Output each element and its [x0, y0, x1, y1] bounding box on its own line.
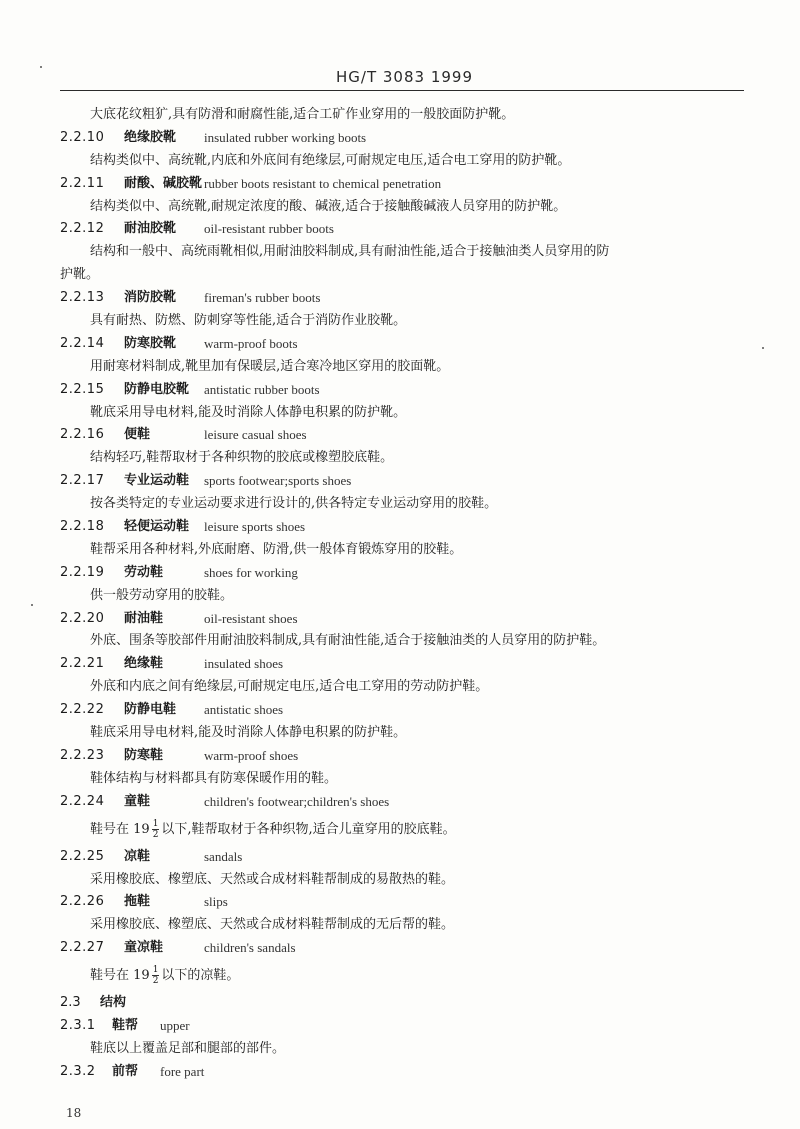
term-number: 2.2.18 — [60, 519, 105, 535]
term-number: 2.2.24 — [60, 793, 105, 809]
term-number: 2.2.13 — [60, 290, 105, 306]
term-chinese: 防寒胶靴 — [124, 335, 177, 351]
term-number: 2.2.21 — [60, 656, 105, 672]
term-heading — [0, 1015, 800, 1038]
term-description: 结构类似中、高统靴,内底和外底间有绝缘层,可耐规定电压,适合电工穿用的防护靴。 — [90, 152, 571, 168]
term-number: 2.2.23 — [60, 747, 105, 763]
section-heading — [0, 992, 800, 1015]
fraction — [152, 819, 160, 840]
term-heading — [0, 424, 800, 447]
term-heading — [0, 653, 800, 676]
term-heading — [0, 937, 800, 960]
header-rule — [60, 90, 744, 91]
term-english: leisure sports shoes — [204, 519, 306, 535]
term-heading — [0, 287, 800, 310]
term-chinese: 前帮 — [112, 1063, 139, 1079]
term-english: slips — [204, 894, 228, 910]
term-heading — [0, 1061, 800, 1084]
term-description: 按各类特定的专业运动要求进行设计的,供各特定专业运动穿用的胶鞋。 — [90, 496, 498, 512]
term-heading — [0, 333, 800, 356]
term-number: 2.3.1 — [60, 1017, 96, 1033]
term-description: 外底、围条等胶部件用耐油胶料制成,具有耐油性能,适合于接触油类的人员穿用的防护鞋。 — [90, 633, 606, 649]
term-english: children's footwear;children's shoes — [204, 793, 390, 809]
term-chinese: 消防胶靴 — [124, 290, 177, 306]
term-description — [0, 960, 800, 992]
term-chinese: 拖鞋 — [124, 894, 151, 910]
term-number: 2.2.17 — [60, 473, 105, 489]
term-english: shoes for working — [204, 564, 298, 580]
term-english: warm-proof shoes — [204, 747, 299, 763]
term-chinese: 专业运动鞋 — [124, 473, 190, 489]
term-number: 2.2.11 — [60, 175, 105, 191]
section-number: 2.3 — [60, 995, 81, 1011]
term-english: sports footwear;sports shoes — [204, 473, 352, 489]
term-number: 2.2.20 — [60, 610, 105, 626]
fraction-numerator: 1 — [152, 818, 159, 829]
term-chinese: 绝缘鞋 — [124, 656, 164, 672]
term-chinese: 轻便运动鞋 — [124, 519, 190, 535]
term-heading — [0, 846, 800, 869]
term-english: leisure casual shoes — [204, 427, 307, 443]
term-number: 2.2.25 — [60, 848, 105, 864]
term-chinese: 防静电鞋 — [124, 702, 177, 718]
term-description: 鞋帮采用各种材料,外底耐磨、防滑,供一般体育锻炼穿用的胶鞋。 — [90, 541, 463, 557]
term-english: fireman's rubber boots — [204, 290, 321, 306]
term-english: children's sandals — [204, 940, 296, 956]
term-description: 鞋底采用导电材料,能及时消除人体静电积累的防护鞋。 — [90, 725, 407, 741]
term-number: 2.2.12 — [60, 221, 105, 237]
term-chinese: 绝缘胶靴 — [124, 129, 177, 145]
term-number: 2.2.15 — [60, 381, 105, 397]
term-heading — [0, 218, 800, 241]
term-number: 2.3.2 — [60, 1063, 96, 1079]
fraction — [152, 965, 160, 986]
standard-code: HG/T 3083 1999 — [336, 68, 474, 86]
term-chinese: 劳动鞋 — [124, 564, 164, 580]
term-heading — [0, 470, 800, 493]
term-description: 结构类似中、高统靴,耐规定浓度的酸、碱液,适合于接触酸碱液人员穿用的防护靴。 — [90, 198, 567, 214]
term-english: antistatic shoes — [204, 702, 284, 718]
term-heading — [0, 745, 800, 768]
term-english: insulated shoes — [204, 656, 284, 672]
term-number: 2.2.19 — [60, 564, 105, 580]
term-chinese: 童鞋 — [124, 793, 151, 809]
term-heading — [0, 699, 800, 722]
term-number: 2.2.14 — [60, 335, 105, 351]
term-chinese: 耐酸、碱胶靴 — [124, 175, 203, 191]
term-description: 鞋底以上覆盖足部和腿部的部件。 — [90, 1040, 286, 1056]
term-heading — [0, 562, 800, 585]
fraction-numerator: 1 — [152, 965, 159, 976]
term-heading — [0, 608, 800, 631]
page-number: 18 — [66, 1106, 82, 1120]
term-heading — [0, 379, 800, 402]
fraction-denominator: 2 — [152, 829, 159, 840]
description-suffix: 以下,鞋帮取材于各种织物,适合儿童穿用的胶底鞋。 — [161, 821, 456, 837]
term-english: sandals — [204, 848, 243, 864]
term-heading — [0, 127, 800, 150]
term-chinese: 耐油鞋 — [124, 610, 164, 626]
term-heading — [0, 516, 800, 539]
term-english: warm-proof boots — [204, 335, 298, 351]
term-description: 采用橡胶底、橡塑底、天然或合成材料鞋帮制成的易散热的鞋。 — [90, 871, 455, 887]
term-chinese: 耐油胶靴 — [124, 221, 177, 237]
term-english: rubber boots resistant to chemical penetration — [204, 175, 442, 191]
term-english: oil-resistant rubber boots — [204, 221, 334, 237]
term-number: 2.2.26 — [60, 894, 105, 910]
term-chinese: 鞋帮 — [112, 1017, 139, 1033]
term-chinese: 便鞋 — [124, 427, 151, 443]
term-description: 鞋体结构与材料都具有防寒保暖作用的鞋。 — [90, 770, 338, 786]
term-number: 2.2.16 — [60, 427, 105, 443]
term-english: insulated rubber working boots — [204, 129, 367, 145]
term-description: 结构轻巧,鞋帮取材于各种织物的胶底或橡塑胶底鞋。 — [90, 450, 394, 466]
term-chinese: 防静电胶靴 — [124, 381, 190, 397]
term-description: 用耐寒材料制成,靴里加有保暖层,适合寒冷地区穿用的胶面靴。 — [90, 358, 450, 374]
description-prefix: 鞋号在 19 — [90, 821, 150, 837]
term-heading — [0, 891, 800, 914]
term-number: 2.2.22 — [60, 702, 105, 718]
term-description: 靴底采用导电材料,能及时消除人体静电积累的防护靴。 — [90, 404, 407, 420]
description-suffix: 以下的凉鞋。 — [161, 968, 240, 984]
term-english: upper — [160, 1017, 190, 1033]
term-description: 结构和一般中、高统雨靴相似,用耐油胶料制成,具有耐油性能,适合于接触油类人员穿用的防 — [90, 244, 610, 260]
term-description: 采用橡胶底、橡塑底、天然或合成材料鞋帮制成的无后帮的鞋。 — [90, 917, 455, 933]
term-chinese: 凉鞋 — [124, 848, 151, 864]
term-chinese: 防寒鞋 — [124, 747, 164, 763]
term-heading — [0, 173, 800, 196]
page-header — [0, 66, 800, 100]
term-english: oil-resistant shoes — [204, 610, 298, 626]
term-description: 供一般劳动穿用的胶鞋。 — [90, 587, 234, 603]
document-body — [0, 104, 800, 1084]
term-chinese: 童凉鞋 — [124, 940, 164, 956]
term-description: 外底和内底之间有绝缘层,可耐规定电压,适合电工穿用的劳动防护鞋。 — [90, 679, 489, 695]
term-english: fore part — [160, 1063, 205, 1079]
term-description-wrap: 护靴。 — [60, 267, 100, 283]
term-heading — [0, 791, 800, 814]
term-number: 2.2.10 — [60, 129, 105, 145]
term-english: antistatic rubber boots — [204, 381, 320, 397]
term-description — [0, 814, 800, 846]
section-title: 结构 — [100, 995, 127, 1011]
term-description: 具有耐热、防燃、防刺穿等性能,适合于消防作业胶靴。 — [90, 313, 407, 329]
term-number: 2.2.27 — [60, 940, 105, 956]
description-line: 大底花纹粗犷,具有防滑和耐腐性能,适合工矿作业穿用的一般胶面防护靴。 — [90, 107, 515, 122]
description-prefix: 鞋号在 19 — [90, 968, 150, 984]
fraction-denominator: 2 — [152, 976, 159, 987]
